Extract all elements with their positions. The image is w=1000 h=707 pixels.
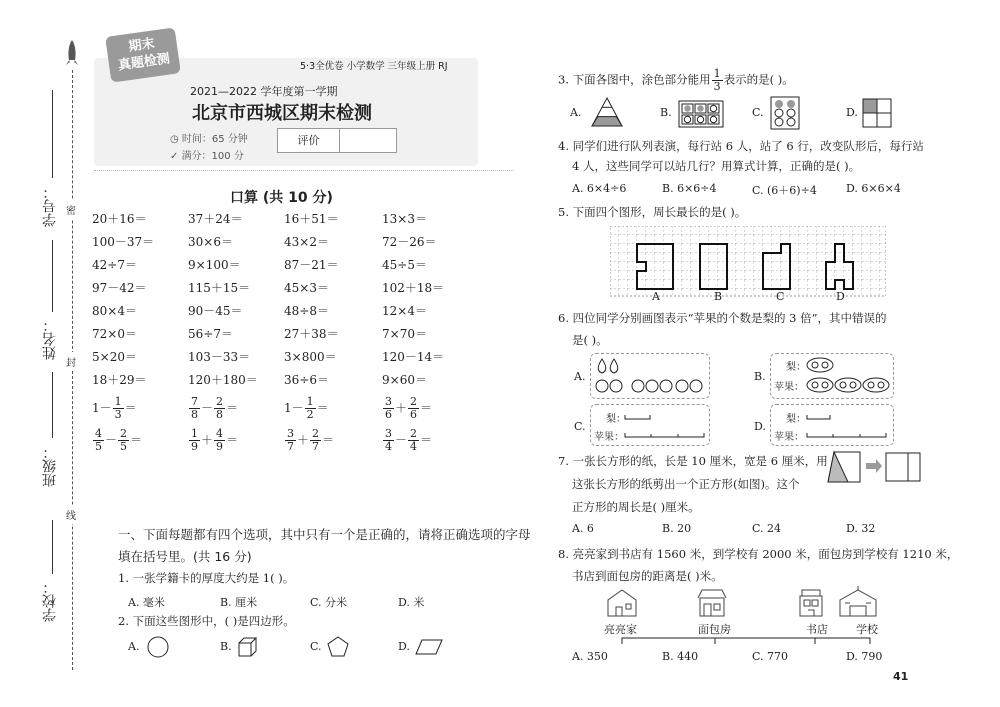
- cube-shape: [236, 635, 260, 659]
- oral-item: 27＋38＝: [284, 327, 339, 341]
- seal-mark-1: 密: [66, 200, 76, 219]
- q2-option-b[interactable]: B.: [220, 640, 232, 653]
- q7-option-c[interactable]: C. 24: [752, 522, 782, 535]
- equals: ＝: [226, 433, 239, 447]
- q6-option-c[interactable]: C.: [574, 420, 586, 433]
- page-number: 41: [893, 670, 909, 683]
- operator: －: [395, 433, 408, 447]
- question-8-line-2: 书店到面包房的距离是( )米。: [572, 569, 723, 583]
- numerator: 2: [410, 427, 418, 440]
- oral-item: 9×60＝: [382, 373, 427, 387]
- fraction-item: [382, 428, 432, 453]
- question-4-line-2: 4 人，这些同学可以站几行？用算式计算，正确的是( )。: [572, 159, 861, 173]
- time-text: 时间：65 分钟: [181, 134, 248, 145]
- denominator: 5: [95, 440, 102, 453]
- badge: 期末 真题检测: [105, 27, 181, 82]
- q8-place-school: 学校: [856, 623, 878, 636]
- denominator: 9: [191, 440, 198, 453]
- bakery-icon: [698, 590, 726, 616]
- fraction: [214, 396, 225, 421]
- question-7-line-3: 正方形的周长是( )厘米。: [572, 500, 700, 514]
- fraction-item: [382, 396, 432, 421]
- q3-triangle: [590, 96, 624, 128]
- q3-grid-circles: [770, 96, 800, 130]
- q6-c-apple-label: 苹果：: [594, 432, 624, 443]
- q3-frac-den: 3: [713, 80, 721, 93]
- q3-text-a: 3. 下面各图中，涂色部分能用: [558, 72, 711, 87]
- equals: ＝: [130, 433, 143, 447]
- binding-strip: [0, 0, 92, 707]
- time-info: [170, 130, 248, 145]
- denominator: 7: [287, 440, 294, 453]
- oral-item: 7×70＝: [382, 327, 427, 341]
- q6-b-pear-label: 梨：: [786, 362, 806, 373]
- question-7-line-1: 7. 一张长方形的纸，长是 10 厘米，宽是 6 厘米，用: [558, 454, 828, 468]
- oral-item: 103－33＝: [188, 350, 251, 364]
- q3-option-b[interactable]: B.: [660, 106, 672, 119]
- q2-option-a[interactable]: A.: [128, 640, 140, 653]
- page-title: 北京市西城区期末检测: [192, 103, 372, 124]
- q4-option-a[interactable]: A. 6×4÷6: [572, 182, 627, 195]
- oral-item: 115＋15＝: [188, 281, 251, 295]
- denominator: 8: [216, 408, 224, 421]
- q4-option-b[interactable]: B. 6×6÷4: [662, 182, 717, 195]
- question-7-line-2: 这张长方形的纸剪出一个正方形(如图)。这个: [572, 477, 800, 491]
- operator: －: [291, 401, 304, 415]
- denominator: 8: [191, 408, 198, 421]
- oral-item: 5×20＝: [92, 350, 137, 364]
- q8-place-bookstore: 书店: [806, 623, 828, 636]
- fraction: [408, 428, 419, 453]
- q4-option-c[interactable]: C. (6＋6)÷4: [752, 184, 817, 197]
- fraction-item: [284, 428, 334, 453]
- q8-option-c[interactable]: C. 770: [752, 650, 789, 663]
- question-3: [558, 68, 794, 93]
- q6-option-a[interactable]: A.: [574, 370, 586, 383]
- numerator: 3: [385, 427, 392, 440]
- q6-d-segments: [806, 408, 890, 442]
- q8-place-home: 亮亮家: [604, 623, 637, 636]
- q8-distance-line: [622, 638, 870, 644]
- q3-option-a[interactable]: A.: [570, 106, 582, 119]
- oral-item: 30×6＝: [188, 235, 233, 249]
- series-line: 5·3全优卷 小学数学 三年级上册 RJ: [300, 61, 448, 72]
- question-6-line-1: 6. 四位同学分别画图表示“苹果的个数是梨的 3 倍”，其中错误的: [558, 311, 887, 325]
- whole-number: 1: [284, 401, 292, 415]
- equals: ＝: [322, 433, 335, 447]
- school-line[interactable]: [52, 520, 53, 574]
- oral-item: 72－26＝: [382, 235, 437, 249]
- school-label: 学校：: [42, 580, 58, 622]
- operator: －: [99, 401, 112, 415]
- fraction: [189, 428, 200, 453]
- numerator: 2: [312, 427, 320, 440]
- q4-option-d[interactable]: D. 6×6×4: [846, 182, 901, 195]
- equals: ＝: [124, 401, 137, 415]
- fraction: [189, 396, 200, 421]
- fraction: [408, 396, 419, 421]
- oral-item: 42÷7＝: [92, 258, 137, 272]
- q1-option-a[interactable]: A. 毫米: [128, 596, 165, 609]
- rocket-icon: [64, 40, 80, 66]
- fraction: [310, 428, 321, 453]
- class-label: 班级：: [42, 445, 58, 487]
- q1-option-d[interactable]: D. 米: [398, 596, 425, 609]
- denominator: 2: [306, 408, 314, 421]
- oral-item: 102＋18＝: [382, 281, 445, 295]
- name-label: 姓名：: [42, 318, 58, 360]
- oral-item: 72×0＝: [92, 327, 137, 341]
- question-1: 1. 一张学籍卡的厚度大约是 1( )。: [118, 571, 295, 585]
- fraction-item: [188, 396, 238, 421]
- oral-item: 9×100＝: [188, 258, 241, 272]
- oral-item: 87－21＝: [284, 258, 339, 272]
- fraction-item: [92, 428, 142, 453]
- fraction-item: [284, 396, 329, 421]
- question-4-line-1: 4. 同学们进行队列表演，每行站 6 人，站了 6 行，改变队形后，每行站: [558, 139, 924, 153]
- fraction: [285, 428, 296, 453]
- operator: －: [201, 401, 214, 415]
- q8-option-b[interactable]: B. 440: [662, 650, 699, 663]
- fraction: [113, 396, 124, 421]
- q3-text-b: 表示的是( )。: [723, 72, 794, 87]
- numerator: 7: [191, 395, 198, 408]
- q6-c-pear-label: 梨：: [606, 414, 626, 425]
- q5-label-a[interactable]: A: [652, 290, 660, 303]
- oral-item: 56÷7＝: [188, 327, 233, 341]
- q6-c-segments: [624, 408, 708, 442]
- operator: －: [105, 433, 118, 447]
- fraction: [214, 428, 225, 453]
- denominator: 4: [385, 440, 392, 453]
- numerator: 1: [114, 395, 122, 408]
- equals: ＝: [226, 401, 239, 415]
- equals: ＝: [420, 433, 433, 447]
- seal-mark-3: 线: [66, 505, 76, 524]
- numerator: 2: [216, 395, 224, 408]
- denominator: 5: [120, 440, 128, 453]
- oral-item: 16＋51＝: [284, 212, 339, 226]
- q3-option-c[interactable]: C.: [752, 106, 764, 119]
- oral-section-title: 口算 (共 10 分): [230, 190, 333, 206]
- q7-option-b[interactable]: B. 20: [662, 522, 692, 535]
- q6-b-diagram: [806, 356, 892, 396]
- q7-option-a[interactable]: A. 6: [572, 522, 594, 535]
- q5-label-b[interactable]: B: [714, 290, 723, 303]
- q8-option-d[interactable]: D. 790: [846, 650, 883, 663]
- numerator: 4: [95, 427, 102, 440]
- oral-item: 20＋16＝: [92, 212, 147, 226]
- header-divider: [94, 170, 514, 171]
- oral-item: 120－14＝: [382, 350, 445, 364]
- fraction: [118, 428, 129, 453]
- denominator: 3: [114, 408, 122, 421]
- school-icon: [840, 586, 876, 616]
- bookstore-icon: [800, 590, 822, 616]
- q1-option-b[interactable]: B. 厘米: [220, 596, 258, 609]
- fraction: [305, 396, 316, 421]
- denominator: 9: [216, 440, 224, 453]
- denominator: 6: [410, 408, 418, 421]
- question-6-line-2: 是( )。: [572, 333, 608, 347]
- numerator: 3: [287, 427, 294, 440]
- oral-item: 45×3＝: [284, 281, 329, 295]
- q2-option-d[interactable]: D.: [398, 640, 410, 653]
- numerator: 4: [216, 427, 224, 440]
- q8-buildings: [600, 586, 900, 646]
- oral-item: 3×800＝: [284, 350, 337, 364]
- fraction: [93, 428, 104, 453]
- numerator: 1: [306, 395, 314, 408]
- q5-label-c[interactable]: C: [776, 290, 785, 303]
- denominator: 7: [312, 440, 320, 453]
- q6-d-apple-label: 苹果：: [774, 432, 804, 443]
- q3-frac-num: 1: [713, 67, 721, 80]
- oral-item: 36÷6＝: [284, 373, 329, 387]
- q8-place-bakery: 面包房: [698, 623, 731, 636]
- oral-item: 90－45＝: [188, 304, 243, 318]
- year-line: 2021—2022 学年度第一学期: [190, 85, 338, 98]
- oral-item: 37＋24＝: [188, 212, 243, 226]
- parallelogram-shape: [414, 637, 444, 657]
- numerator: 3: [385, 395, 392, 408]
- numerator: 1: [191, 427, 198, 440]
- evaluation-box[interactable]: [277, 128, 397, 153]
- check-icon: ✓: [170, 151, 182, 162]
- q1-option-c[interactable]: C. 分米: [310, 596, 348, 609]
- oral-item: 18＋29＝: [92, 373, 147, 387]
- q8-option-a[interactable]: A. 350: [572, 650, 608, 663]
- question-2: 2. 下面这些图形中，( )是四边形。: [118, 614, 295, 628]
- seal-mark-2: 封: [66, 352, 76, 371]
- q3-option-d[interactable]: D.: [846, 106, 858, 119]
- score-info: [170, 147, 244, 162]
- question-8-line-1: 8. 亮亮家到书店有 1560 米，到学校有 2000 米，面包房到学校有 1210 米，: [558, 547, 959, 561]
- oral-item: 13×3＝: [382, 212, 427, 226]
- pentagon-shape: [326, 635, 350, 659]
- q6-a-fruits: [594, 355, 706, 397]
- student-id-label: 学号：: [42, 185, 58, 227]
- student-id-line[interactable]: [52, 90, 53, 178]
- q3-square: [862, 98, 892, 128]
- operator: ＋: [297, 433, 310, 447]
- score-text: 满分：100 分: [181, 151, 244, 162]
- fraction-item: [92, 396, 137, 421]
- oral-item: 100－37＝: [92, 235, 155, 249]
- fraction: [383, 396, 394, 421]
- name-line[interactable]: [52, 240, 53, 312]
- numerator: 2: [410, 395, 418, 408]
- oral-item: 45÷5＝: [382, 258, 427, 272]
- q6-b-apple-label: 苹果：: [774, 382, 804, 393]
- section1-intro-2: 填在括号里。(共 16 分): [118, 549, 252, 564]
- oral-item: 48÷8＝: [284, 304, 329, 318]
- equals: ＝: [316, 401, 329, 415]
- clock-icon: ◷: [170, 134, 182, 145]
- equals: ＝: [420, 401, 433, 415]
- denominator: 6: [385, 408, 392, 421]
- whole-number: 1: [92, 401, 100, 415]
- oral-item: 12×4＝: [382, 304, 427, 318]
- q2-option-c[interactable]: C.: [310, 640, 322, 653]
- q6-d-pear-label: 梨：: [786, 414, 806, 425]
- eval-label: 评价: [278, 129, 340, 152]
- q3-rect-circles: [678, 100, 724, 128]
- q6-option-d[interactable]: D.: [754, 420, 766, 433]
- operator: ＋: [201, 433, 214, 447]
- section1-intro-1: 一、下面每题都有四个选项，其中只有一个是正确的，请将正确选项的字母: [118, 527, 531, 542]
- q7-option-d[interactable]: D. 32: [846, 522, 876, 535]
- circle-shape: [146, 635, 170, 659]
- denominator: 4: [410, 440, 418, 453]
- q3-fraction: [712, 68, 723, 93]
- numerator: 2: [120, 427, 128, 440]
- oral-item: 120＋180＝: [188, 373, 258, 387]
- question-5: 5. 下面四个图形，周长最长的是( )。: [558, 205, 747, 219]
- q5-label-d[interactable]: D: [836, 290, 845, 303]
- oral-item: 43×2＝: [284, 235, 329, 249]
- q7-paper-diagram: [826, 450, 922, 484]
- fraction-item: [188, 428, 238, 453]
- class-line[interactable]: [52, 372, 53, 438]
- q6-option-b[interactable]: B.: [754, 370, 766, 383]
- oral-item: 80×4＝: [92, 304, 137, 318]
- operator: ＋: [395, 401, 408, 415]
- home-icon: [608, 590, 636, 616]
- fraction: [383, 428, 394, 453]
- oral-item: 97－42＝: [92, 281, 147, 295]
